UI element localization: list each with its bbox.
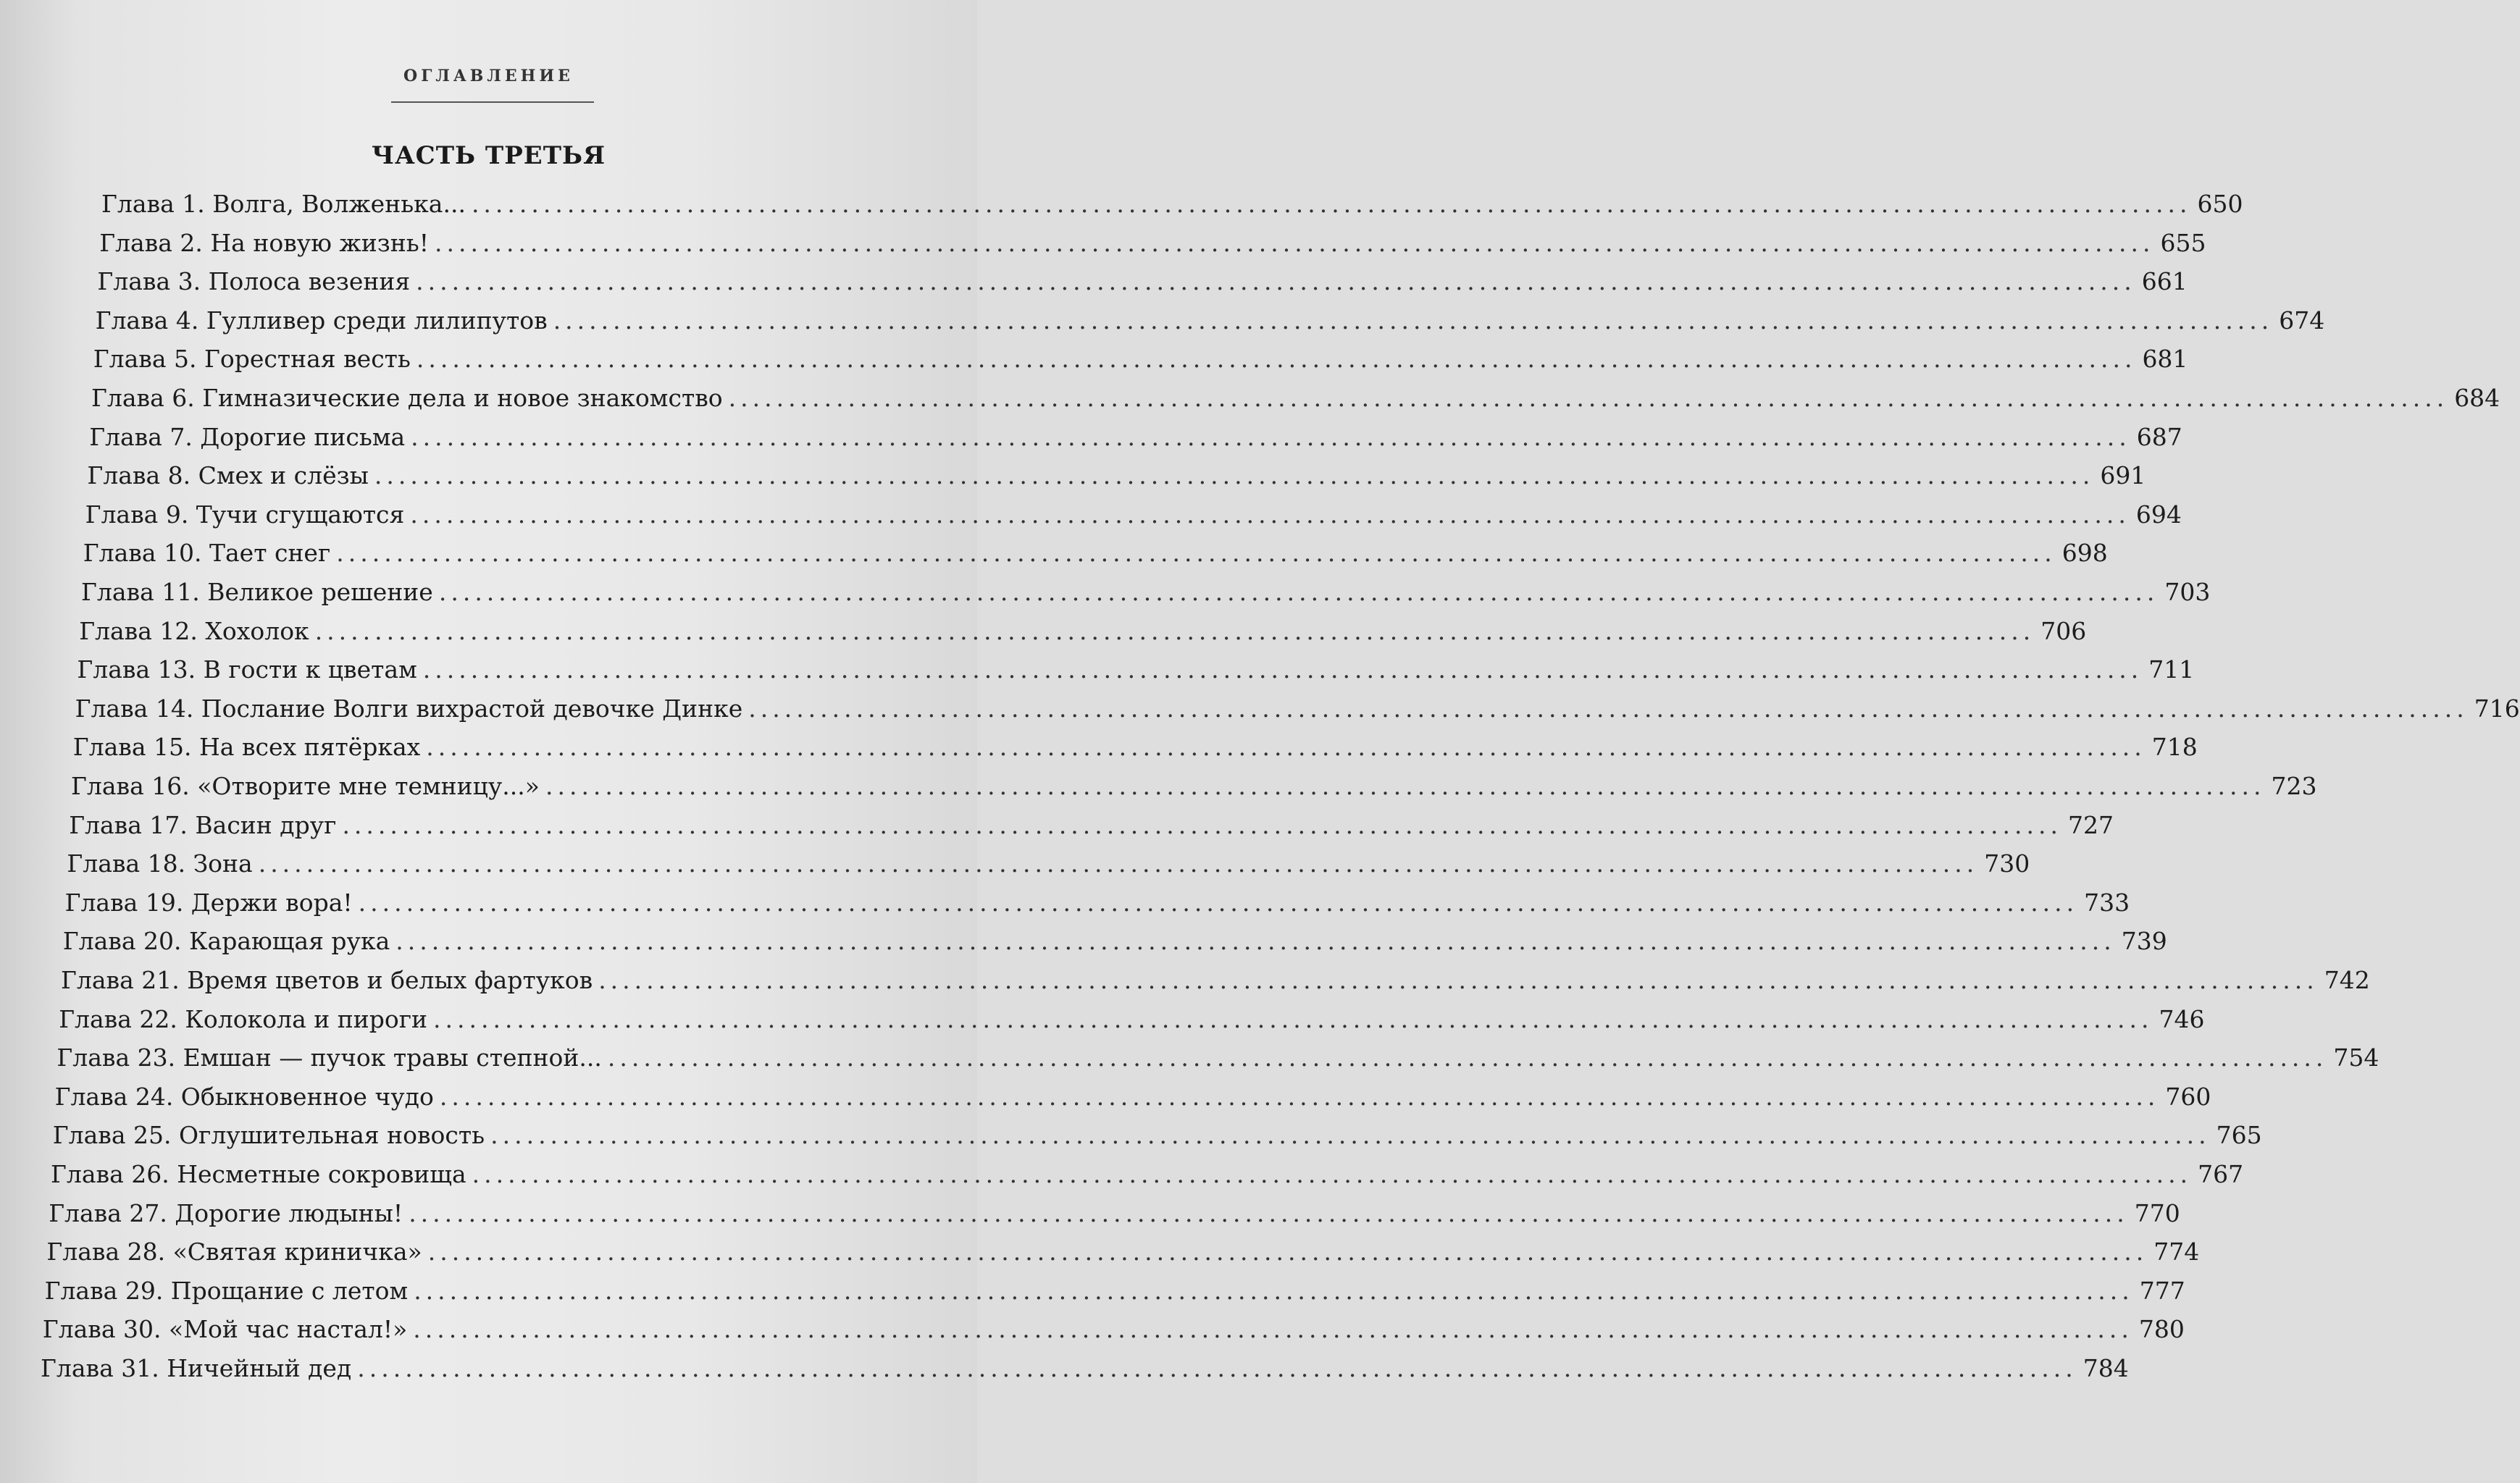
- dot-leader: ................................................................................................................................................: [414, 1276, 2134, 1305]
- dot-leader: ................................................................................................................................................: [416, 267, 2136, 296]
- entry-title: Глава 23. Емшан — пучок травы степной...: [56, 1043, 602, 1072]
- toc-entry: [42, 1314, 2185, 1345]
- dot-leader: ................................................................................................................................................: [395, 927, 2116, 956]
- toc-entry: [79, 616, 2087, 647]
- entry-page: 650: [2197, 190, 2243, 218]
- part-title: ЧАСТЬ ТРЕТЬЯ: [371, 141, 606, 170]
- entry-page: 754: [2333, 1043, 2379, 1072]
- entry-title: Глава 11. Великое решение: [81, 578, 433, 606]
- toc-entry: [95, 305, 2325, 337]
- entry-title: Глава 17. Васин друг: [69, 810, 337, 839]
- entry-title: Глава 2. На новую жизнь!: [99, 228, 429, 257]
- entry-title: Глава 20. Карающая рука: [62, 927, 390, 956]
- dot-leader: ................................................................................................................................................: [413, 1315, 2133, 1344]
- toc-entry: [56, 1042, 2379, 1074]
- entry-page: 723: [2271, 772, 2317, 800]
- dot-leader: ................................................................................................................................................: [411, 422, 2131, 451]
- dot-leader: ................................................................................................................................................: [416, 345, 2137, 374]
- entry-page: 770: [2134, 1198, 2180, 1227]
- toc-entry: [64, 887, 2130, 919]
- entry-page: 687: [2136, 422, 2182, 451]
- toc-entry: [87, 460, 2146, 492]
- dot-leader: ................................................................................................................................................: [607, 1043, 2328, 1072]
- entry-page: 706: [2040, 616, 2087, 645]
- entry-page: 674: [2279, 306, 2325, 335]
- entry-title: Глава 31. Ничейный дед: [41, 1354, 352, 1382]
- entry-title: Глава 15. На всех пятёрках: [72, 733, 421, 762]
- dot-leader: ................................................................................................................................................: [336, 539, 2056, 568]
- dot-leader: ................................................................................................................................................: [439, 1082, 2160, 1111]
- dot-leader: ................................................................................................................................................: [438, 578, 2159, 606]
- entry-page: 742: [2324, 966, 2370, 994]
- entry-title: Глава 16. «Отворите мне темницу...»: [71, 772, 540, 800]
- entry-title: Глава 5. Горестная весть: [93, 345, 411, 374]
- dot-leader: ................................................................................................................................................: [728, 384, 2449, 412]
- entry-title: Глава 3. Полоса везения: [97, 267, 411, 296]
- toc-entry: [41, 1353, 2129, 1385]
- toc-entry: [46, 1236, 2200, 1268]
- entry-title: Глава 1. Волга, Волженька...: [101, 190, 466, 218]
- entry-title: Глава 29. Прощание с летом: [44, 1276, 409, 1305]
- dot-leader: ................................................................................................................................................: [426, 733, 2146, 762]
- toc-entry: [54, 1081, 2211, 1113]
- entry-page: 727: [2067, 810, 2114, 839]
- toc-entry: [61, 965, 2370, 996]
- entry-page: 694: [2135, 500, 2182, 529]
- entry-page: 777: [2139, 1276, 2185, 1305]
- toc-entry: [81, 576, 2211, 608]
- entry-title: Глава 12. Хохолок: [79, 616, 309, 645]
- dot-leader: ................................................................................................................................................: [374, 461, 2095, 490]
- entry-title: Глава 7. Дорогие письма: [89, 422, 406, 451]
- toc-entry: [99, 227, 2206, 259]
- entry-page: 746: [2159, 1004, 2205, 1033]
- entry-title: Глава 14. Послание Волги вихрастой девочке Динке: [75, 694, 743, 723]
- entry-page: 730: [1984, 849, 2030, 878]
- entry-page: 733: [2084, 888, 2130, 917]
- dot-leader: ................................................................................................................................................: [342, 810, 2062, 839]
- entry-page: 739: [2121, 927, 2167, 956]
- toc-entry: [52, 1119, 2262, 1151]
- dot-leader: ................................................................................................................................................: [598, 966, 2319, 994]
- entry-page: 711: [2148, 655, 2195, 684]
- entry-page: 698: [2061, 539, 2108, 568]
- dot-leader: ................................................................................................................................................: [471, 190, 2192, 218]
- dot-leader: ................................................................................................................................................: [409, 1198, 2129, 1227]
- toc-entry: [85, 499, 2182, 531]
- dot-leader: ................................................................................................................................................: [545, 772, 2266, 800]
- entry-title: Глава 21. Время цветов и белых фартуков: [61, 966, 593, 994]
- dot-leader: ................................................................................................................................................: [490, 1121, 2211, 1150]
- dot-leader: ................................................................................................................................................: [422, 655, 2143, 684]
- dot-leader: ................................................................................................................................................: [358, 888, 2079, 917]
- dot-leader: ................................................................................................................................................: [427, 1238, 2148, 1266]
- entry-title: Глава 28. «Святая криничка»: [46, 1238, 422, 1266]
- entry-title: Глава 18. Зона: [67, 849, 253, 878]
- entry-title: Глава 13. В гости к цветам: [77, 655, 417, 684]
- toc-entry: [69, 810, 2114, 841]
- entry-page: 661: [2141, 267, 2188, 296]
- entry-title: Глава 19. Держи вора!: [64, 888, 353, 917]
- dot-leader: ................................................................................................................................................: [435, 228, 2155, 257]
- entry-page: 681: [2142, 345, 2188, 374]
- toc-entry: [51, 1159, 2244, 1190]
- toc-entry: [67, 848, 2030, 880]
- dot-leader: ................................................................................................................................................: [357, 1354, 2077, 1382]
- entry-title: Глава 30. «Мой час настал!»: [42, 1315, 408, 1344]
- toc-entry: [71, 770, 2317, 802]
- entry-page: 684: [2454, 384, 2500, 412]
- dot-leader: ................................................................................................................................................: [553, 306, 2274, 335]
- toc-entry: [101, 188, 2243, 220]
- toc-entry: [93, 343, 2188, 375]
- toc-entry: [91, 382, 2500, 414]
- entry-title: Глава 4. Гулливер среди лилипутов: [95, 306, 548, 335]
- entry-page: 691: [2100, 461, 2146, 490]
- entry-page: 716: [2474, 694, 2520, 723]
- dot-leader: ................................................................................................................................................: [472, 1160, 2193, 1188]
- dot-leader: ................................................................................................................................................: [314, 616, 2035, 645]
- entry-title: Глава 26. Несметные сокровища: [51, 1160, 466, 1188]
- toc-entry: [77, 654, 2195, 686]
- entry-title: Глава 10. Тает снег: [83, 539, 331, 568]
- toc-entry: [75, 693, 2520, 725]
- dot-leader: ................................................................................................................................................: [258, 849, 1979, 878]
- entry-page: 718: [2151, 733, 2198, 762]
- entry-page: 784: [2082, 1354, 2129, 1382]
- entry-page: 767: [2198, 1160, 2244, 1188]
- toc-entry: [44, 1275, 2185, 1307]
- entry-page: 703: [2164, 578, 2211, 606]
- dot-leader: ................................................................................................................................................: [433, 1004, 2153, 1033]
- entry-title: Глава 6. Гимназические дела и новое знакомство: [91, 384, 723, 412]
- running-head: ОГЛАВЛЕНИЕ: [403, 67, 574, 85]
- entry-title: Глава 24. Обыкновенное чудо: [54, 1082, 434, 1111]
- dot-leader: ................................................................................................................................................: [748, 694, 2469, 723]
- toc-entry: [89, 421, 2182, 453]
- entry-page: 760: [2165, 1082, 2211, 1111]
- entry-title: Глава 27. Дорогие людыны!: [49, 1198, 403, 1227]
- toc-entry: [83, 537, 2108, 569]
- entry-title: Глава 9. Тучи сгущаются: [85, 500, 405, 529]
- entry-title: Глава 22. Колокола и пироги: [59, 1004, 427, 1033]
- entry-page: 765: [2216, 1121, 2262, 1150]
- entry-title: Глава 8. Смех и слёзы: [87, 461, 369, 490]
- toc-entry: [72, 731, 2198, 763]
- toc-entry: [49, 1198, 2180, 1230]
- entry-page: 774: [2153, 1238, 2200, 1266]
- dot-leader: ................................................................................................................................................: [410, 500, 2130, 529]
- toc-entry: [62, 925, 2167, 957]
- toc-entry: [97, 266, 2188, 298]
- entry-page: 655: [2160, 228, 2206, 257]
- entry-page: 780: [2138, 1315, 2185, 1344]
- entry-title: Глава 25. Оглушительная новость: [52, 1121, 485, 1150]
- toc-entry: [59, 1004, 2205, 1035]
